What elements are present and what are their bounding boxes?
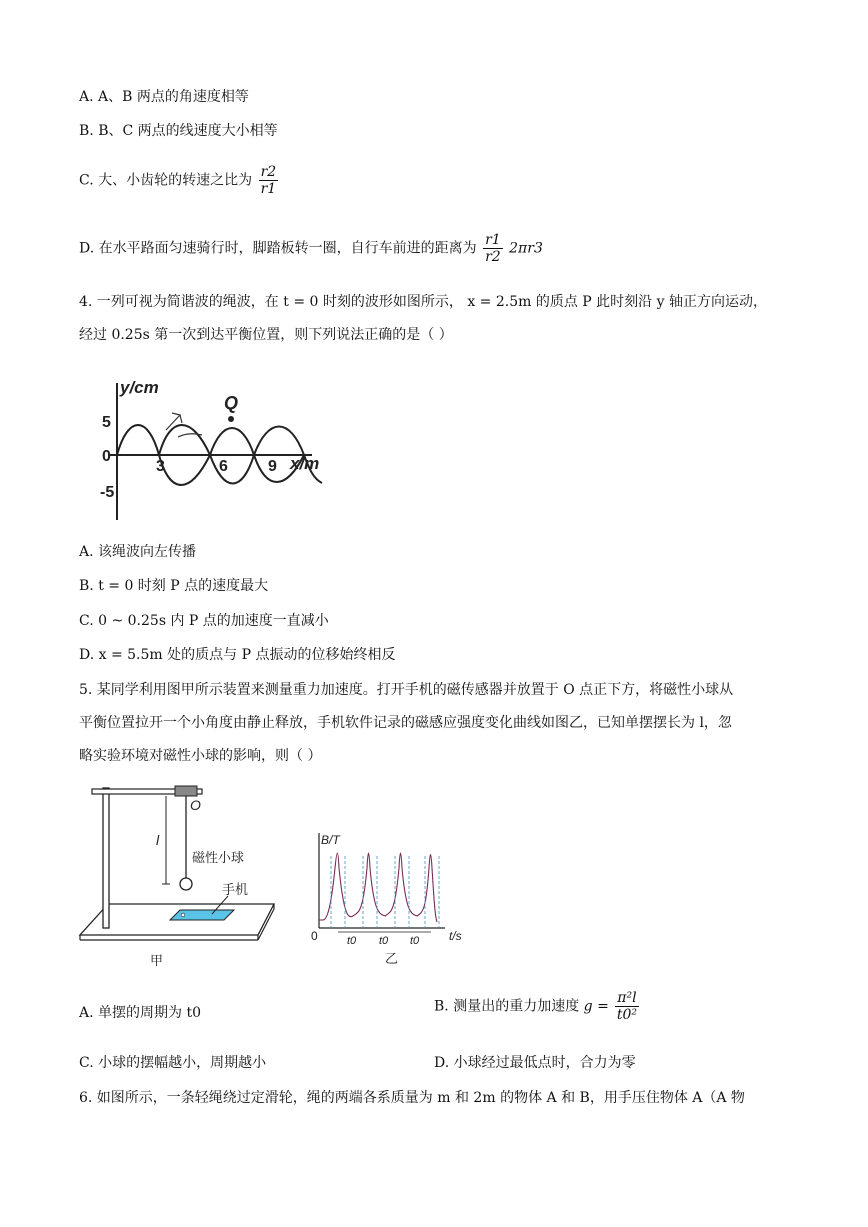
q4-point-q-label: Q xyxy=(224,393,239,413)
q5-option-b-lhs: g = xyxy=(583,998,609,1015)
q3-option-d xyxy=(79,232,543,265)
q5-magnetic-ball xyxy=(180,878,192,890)
q3-option-c-numerator: r2 xyxy=(260,164,277,180)
q5-option-a: A. 单摆的周期为 t0 xyxy=(79,1005,201,1021)
q4-y-tick-neg5: -5 xyxy=(100,484,115,501)
q4-option-d: D. x = 5.5m 处的质点与 P 点振动的位移始终相反 xyxy=(79,647,396,663)
q4-x-tick-9: 9 xyxy=(268,458,277,475)
q3-option-c-text: C. 大、小齿轮的转速之比为 xyxy=(79,172,253,189)
q5-pivot-block xyxy=(175,786,197,796)
q4-x-tick-6: 6 xyxy=(219,458,228,475)
q3-option-d-numerator: r1 xyxy=(485,232,501,248)
q3-option-a: A. A、B 两点的角速度相等 xyxy=(79,89,249,105)
q5-phone-label: 手机 xyxy=(222,882,249,897)
q3-option-d-text: D. 在水平路面匀速骑行时，脚踏板转一圈，自行车前进的距离为 xyxy=(79,240,477,257)
q4-y-tick-5: 5 xyxy=(102,414,111,431)
q5-option-b-numerator: π²l xyxy=(617,990,637,1006)
q4-wave-figure xyxy=(100,375,340,525)
q5-caption-jia: 甲 xyxy=(150,953,164,968)
q5-option-b-text: B. 测量出的重力加速度 xyxy=(434,998,580,1015)
q4-x-axis-label: x/m xyxy=(290,454,320,473)
q5-point-o-label: O xyxy=(190,797,201,813)
q5-origin-label: 0 xyxy=(311,929,318,943)
q5-figure-yi xyxy=(305,828,475,968)
q5-option-c: C. 小球的摆幅越小，周期越小 xyxy=(79,1055,267,1071)
q3-option-b: B. B、C 两点的线速度大小相等 xyxy=(79,123,278,139)
q4-y-axis-label: y/cm xyxy=(120,378,159,397)
q3-option-d-denominator: r2 xyxy=(485,249,501,265)
q5-stand-pole xyxy=(103,788,109,928)
q3-option-c-fraction xyxy=(259,164,279,197)
q5-ball-label: 磁性小球 xyxy=(192,850,245,865)
q4-x-tick-3: 3 xyxy=(156,458,165,475)
q3-option-c-denominator: r1 xyxy=(260,181,277,197)
q5-option-d: D. 小球经过最低点时，合力为零 xyxy=(434,1055,636,1071)
q5-interval-label-3: t0 xyxy=(410,935,420,947)
q5-t-axis-label: t/s xyxy=(449,929,462,943)
q5-phone xyxy=(170,910,234,920)
q5-stem-line1: 5. 某同学利用图甲所示装置来测量重力加速度。打开手机的磁传感器并放置于 O 点正下方，将磁性小球从 xyxy=(79,682,734,698)
q4-y-tick-0: 0 xyxy=(102,448,111,465)
q5-option-b-fraction xyxy=(615,990,638,1023)
q4-option-a: A. 该绳波向左传播 xyxy=(79,544,197,560)
q3-option-d-suffix: 2πr3 xyxy=(509,240,543,257)
q3-option-c xyxy=(79,164,280,197)
q5-interval-label-1: t0 xyxy=(347,935,357,947)
q4-stem-line2: 经过 0.25s 第一次到达平衡位置，则下列说法正确的是（ ） xyxy=(79,327,453,343)
q5-stem-line3: 略实验环境对磁性小球的影响，则（ ） xyxy=(79,748,322,764)
q5-option-b xyxy=(434,990,641,1023)
q5-length-label: l xyxy=(156,832,160,848)
q4-point-q xyxy=(228,416,234,422)
q5-stem-line2: 平衡位置拉开一个小角度由静止释放，手机软件记录的磁感应强度变化曲线如图乙，已知单摆摆长为 l，忽 xyxy=(79,715,732,731)
q6-stem-line1: 6. 如图所示，一条轻绳绕过定滑轮，绳的两端各系质量为 m 和 2m 的物体 A 和 B，用手压住物体 A（A 物 xyxy=(79,1090,745,1106)
q5-b-curve xyxy=(319,853,437,922)
q5-interval-label-2: t0 xyxy=(379,935,389,947)
q3-option-d-fraction xyxy=(483,232,503,265)
q4-option-b: B. t = 0 时刻 P 点的速度最大 xyxy=(79,578,269,594)
q4-option-c: C. 0 ~ 0.25s 内 P 点的加速度一直减小 xyxy=(79,613,329,629)
q5-caption-yi: 乙 xyxy=(385,951,399,966)
q5-figure-jia xyxy=(78,780,278,970)
q5-b-axis-label: B/T xyxy=(321,833,340,847)
q5-option-b-denominator: t0² xyxy=(616,1007,637,1023)
q4-stem-line1: 4. 一列可视为简谐波的绳波，在 t = 0 时刻的波形如图所示， x = 2.5m 的质点 P 此时刻沿 y 轴正方向运动， xyxy=(79,294,767,310)
